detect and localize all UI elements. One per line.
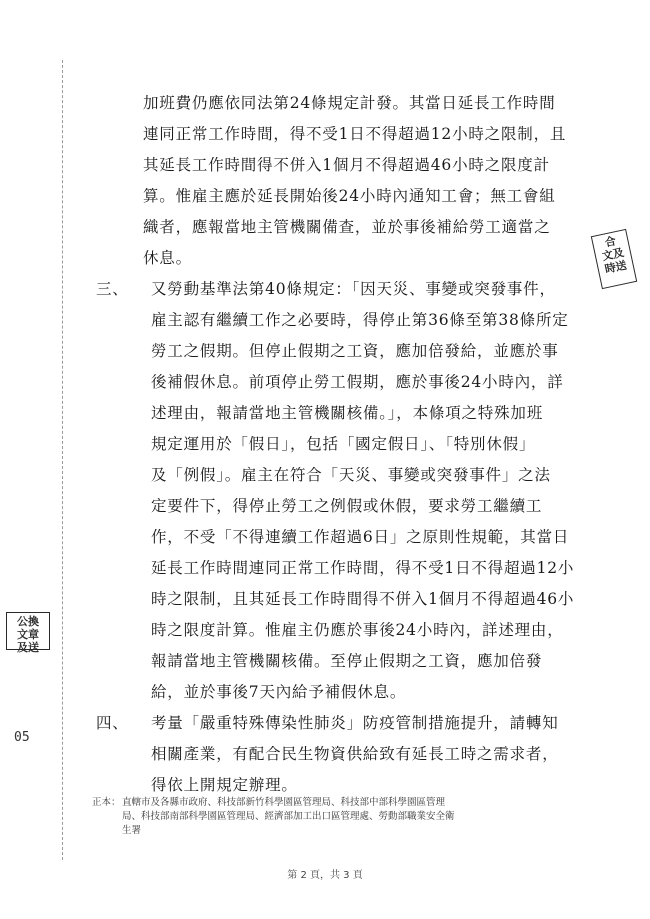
distribution-list <box>92 796 572 838</box>
text-line: 相關產業，有配合民生物資供給致有延長工時之需求者， <box>151 745 559 763</box>
paragraph-continued <box>96 88 566 274</box>
cc-label: 正本： <box>92 797 121 808</box>
text-line: 規定運用於「假日」，包括「國定假日」、「特別休假」 <box>151 435 536 453</box>
text-line: 時之限制，且其延長工作時間得不併入1個月不得超過46小 <box>151 590 575 608</box>
text-line: 時之限度計算。惟雇主仍應於事後24小時內，詳述理由， <box>151 621 564 639</box>
text-line: 得依上開規定辦理。 <box>151 776 298 794</box>
text-line: 其延長工作時間得不併入1個月不得超過46小時之限度計 <box>143 156 550 174</box>
text-line: 勞工之假期。但停止假期之工資，應加倍發給，並應於事 <box>151 342 559 360</box>
text-line: 述理由，報請當地主管機關核備。」，本條項之特殊加班 <box>151 404 544 422</box>
text-line: 織者，應報當地主管機關備查，並於事後補給勞工適當之 <box>143 218 551 236</box>
item-three <box>96 274 575 708</box>
page-footer: 第 2 頁，共 3 頁 <box>287 870 363 881</box>
item-four <box>96 708 566 801</box>
text-line: 連同正常工作時間，得不受1日不得超過12小時之限制，且 <box>143 125 567 143</box>
cc-line: 正本：直轄市及各縣市政府、科技部新竹科學園區管理局、科技部中部科學園區管理 <box>92 797 446 808</box>
document-stamp-right: 合 文及 時送 <box>591 229 637 289</box>
text-line: 報請當地主管機關核備。至停止假期之工資，應加倍發 <box>151 652 543 670</box>
text-line: 後補假休息。前項停止勞工假期，應於事後24小時內，詳 <box>151 373 564 391</box>
item-four-label: 四、 <box>96 714 129 732</box>
text-line: 加班費仍應依同法第24條規定計發。其當日延長工作時間 <box>143 94 556 112</box>
text-line: 算。惟雇主應於延長開始後24小時內通知工會；無工會組 <box>143 187 556 205</box>
text-line: 及「例假」。雇主在符合「天災、事變或突發事件」之法 <box>151 466 551 484</box>
text-line: 定要件下，得停止勞工之例假或休假，要求勞工繼續工 <box>151 497 543 515</box>
text-line: 給，並於事後7天內給予補假休息。 <box>151 683 407 701</box>
cc-line: 生署 <box>122 825 142 836</box>
document-body <box>96 88 575 801</box>
text-line: 延長工作時間連同正常工作時間，得不受1日不得超過12小 <box>151 559 575 577</box>
binding-line <box>62 60 63 860</box>
text-line: 作，不受「不得連續工作超過6日」之原則性規範，其當日 <box>151 528 570 546</box>
item-three-label: 三、 <box>96 280 129 298</box>
cc-line: 局、科技部南部科學園區管理局、經濟部加工出口區管理處、勞動部職業安全衛 <box>122 811 455 822</box>
document-stamp-left: 公換 文章 及送 <box>6 612 50 650</box>
text-line: 休息。 <box>143 249 192 267</box>
side-page-number: 05 <box>14 730 30 745</box>
text-line: 三、 又勞動基準法第40條規定：「因天災、事變或突發事件， <box>96 274 566 305</box>
text-line: 四、 考量「嚴重特殊傳染性肺炎」防疫管制措施提升，請轉知 <box>96 708 566 739</box>
text-line: 雇主認有繼續工作之必要時，得停止第36條至第38條所定 <box>151 311 569 329</box>
